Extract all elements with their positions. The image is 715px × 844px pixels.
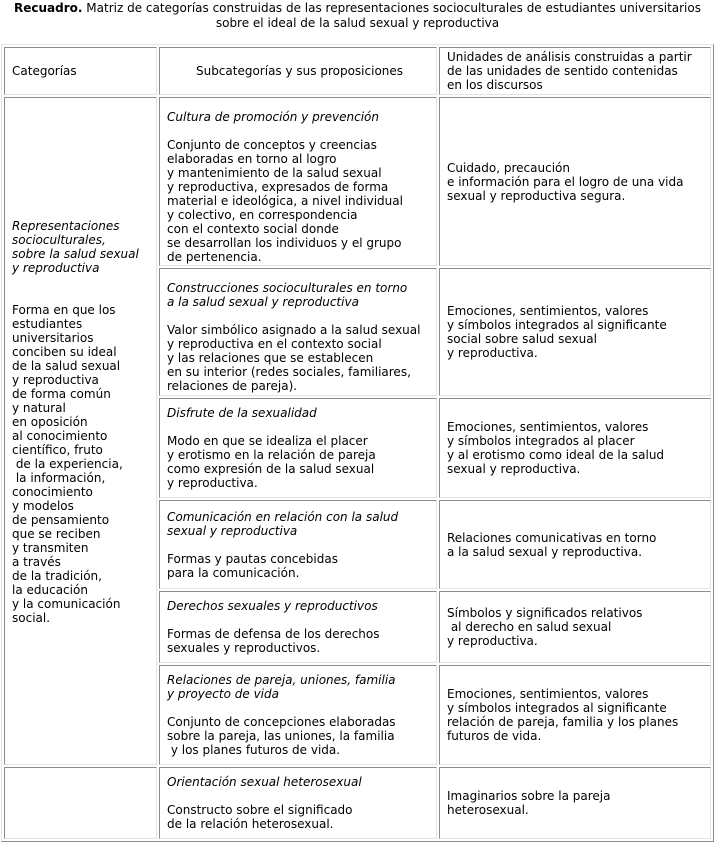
subcategory-cell [159,398,437,498]
analysis-unit-text: Emociones, sentimientos, valores y símbolos integrados al placer y al erotismo como ideal de la salud sexual y reproductiva. [447,420,665,476]
subcategory-description: Constructo sobre el significado de la relación heterosexual. [167,803,353,831]
header-analysis-units [439,47,711,95]
table-row [4,767,711,839]
subcategory-cell [159,268,437,396]
subcategory-cell [159,665,437,765]
subcategory-description: Conjunto de concepciones elaboradas sobre la pareja, las uniones, la familia y los planes futuros de vida. [167,715,396,757]
category-cell [4,97,157,765]
caption-text: Matriz de categorías construidas de las representaciones socioculturales de estudiantes universitarios sobre el ideal de la salud sexual y reproductiva [86,1,701,30]
subcategory-title: Derechos sexuales y reproductivos [167,599,378,613]
subcategory-title: Cultura de promoción y prevención [167,109,379,124]
header-analysis-units-label: Unidades de análisis construidas a partir de las unidades de sentido contenidas en los discursos [447,50,692,92]
subcategory-cell [159,500,437,589]
subcategory-cell [159,767,437,839]
analysis-unit-cell [439,591,711,663]
header-subcategories [159,47,437,95]
subcategory-title: Construcciones socioculturales en torno a la salud sexual y reproductiva [167,281,408,309]
analysis-unit-text: Símbolos y significados relativos al derecho en salud sexual y reproductiva. [447,606,643,648]
analysis-unit-cell [439,97,711,266]
table-caption [12,1,703,31]
header-row [4,47,711,95]
subcategory-description: Valor simbólico asignado a la salud sexual y reproductiva en el contexto social y las relaciones que se establecen en su interior (redes sociales, familiares, relaciones de pareja). [167,323,421,393]
subcategory-description: Conjunto de conceptos y creencias elaboradas en torno al logro y mantenimiento de la salud sexual y reproductiva, expresados de forma material e ideológica, a nivel individual y colectivo, en correspondencia con el contexto social donde se desarrollan los individuos y el grupo de pertenencia. [167,137,403,264]
caption-label: Recuadro. [14,1,83,15]
subcategory-title: Orientación sexual heterosexual [167,775,362,789]
header-categories [4,47,157,95]
table-row [4,97,711,266]
subcategory-description: Modo en que se idealiza el placer y erotismo en la relación de pareja como expresión de la salud sexual y reproductiva. [167,434,376,490]
subcategory-title: Disfrute de la sexualidad [167,406,317,420]
analysis-unit-text: Cuidado, precaución e información para el logro de una vida sexual y reproductiva segura. [447,160,684,203]
analysis-unit-cell [439,398,711,498]
header-subcategories-label: Subcategorías y sus proposiciones [195,64,404,78]
analysis-unit-cell [439,665,711,765]
subcategory-title: Relaciones de pareja, uniones, familia y proyecto de vida [167,673,396,701]
category-title: Representaciones socioculturales, sobre la salud sexual y reproductiva [12,219,139,275]
analysis-unit-text: Relaciones comunicativas en torno a la salud sexual y reproductiva. [447,530,657,559]
empty-category-cell [4,767,157,839]
subcategory-description: Formas de defensa de los derechos sexuales y reproductivos. [167,627,380,655]
analysis-unit-cell [439,767,711,839]
analysis-unit-text: Emociones, sentimientos, valores y símbolos integrados al significante social sobre salud sexual y reproductiva. [447,304,667,360]
header-categories-label: Categorías [12,64,77,78]
subcategory-cell [159,591,437,663]
subcategory-cell [159,97,437,266]
category-description: Forma en que los estudiantes universitarios conciben su ideal de la salud sexual y reproductiva de forma común y natural en oposición al conocimiento científico, fruto de la experiencia, la información, conocimiento y modelos de pensamiento que se reciben y transmiten a través de la tradición, la educación y la comunicación social. [12,303,123,625]
categories-matrix-table [1,44,714,842]
subcategory-title: Comunicación en relación con la salud sexual y reproductiva [167,509,399,538]
subcategory-description: Formas y pautas concebidas para la comunicación. [167,551,338,580]
analysis-unit-text: Emociones, sentimientos, valores y símbolos integrados al significante relación de pareja, familia y los planes futuros de vida. [447,687,679,743]
analysis-unit-cell [439,268,711,396]
analysis-unit-cell [439,500,711,589]
analysis-unit-text: Imaginarios sobre la pareja heterosexual. [447,789,611,817]
